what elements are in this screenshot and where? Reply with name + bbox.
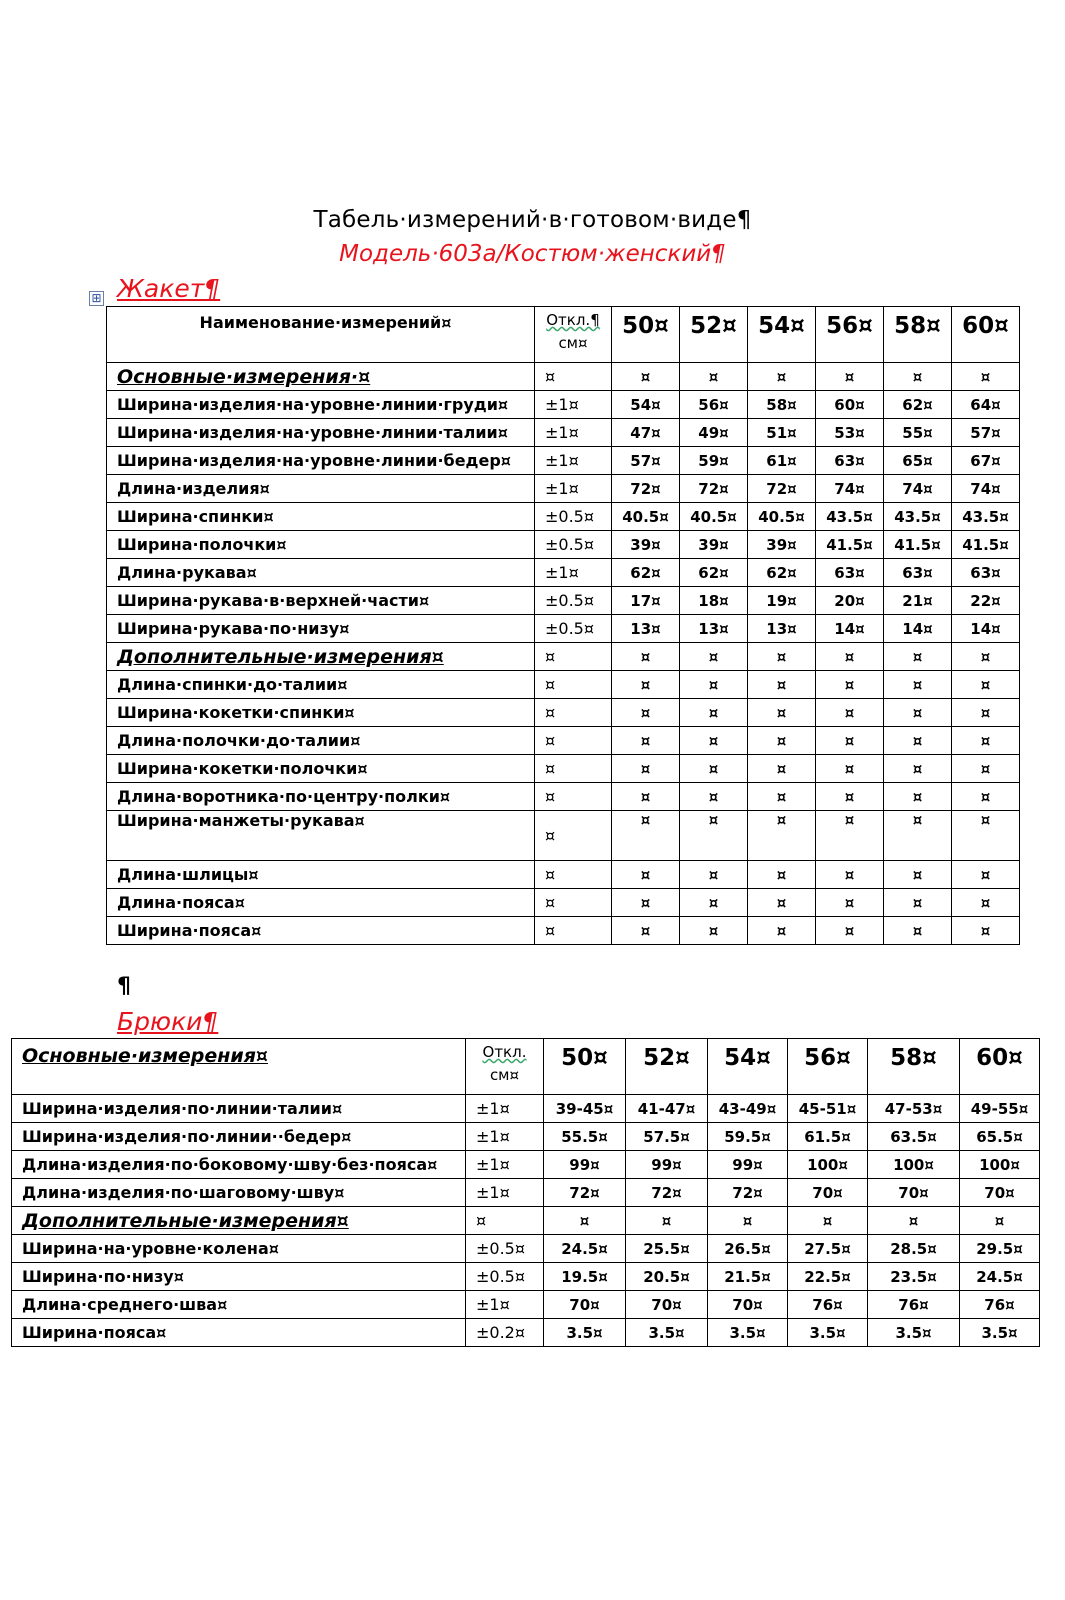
size-value: 76¤: [960, 1291, 1040, 1319]
size-value: ¤: [748, 671, 816, 699]
size-value: ¤: [680, 861, 748, 889]
size-value: 18¤: [680, 587, 748, 615]
size-value: ¤: [748, 811, 816, 861]
size-value: ¤: [952, 671, 1020, 699]
measurement-name: Ширина·рукава·по·низу¤: [107, 615, 535, 643]
size-value: ¤: [680, 727, 748, 755]
size-value: 13¤: [748, 615, 816, 643]
tolerance-value: ¤: [535, 755, 612, 783]
column-header-size: 60¤: [960, 1039, 1040, 1095]
measurement-name: Дополнительные·измерения¤: [107, 643, 535, 671]
tolerance-value: ±0.5¤: [466, 1263, 544, 1291]
size-value: ¤: [952, 727, 1020, 755]
size-value: 24.5¤: [544, 1235, 626, 1263]
size-value: ¤: [626, 1207, 708, 1235]
column-header-tolerance: [535, 307, 612, 363]
size-value: 49¤: [680, 419, 748, 447]
size-value: 53¤: [816, 419, 884, 447]
size-value: 70¤: [708, 1291, 788, 1319]
size-value: ¤: [952, 783, 1020, 811]
paragraph-mark: ¶: [117, 974, 131, 999]
column-header-size: 52¤: [680, 307, 748, 363]
column-header-size: 50¤: [612, 307, 680, 363]
size-value: 41.5¤: [884, 531, 952, 559]
table-row: [107, 671, 1020, 699]
size-value: ¤: [680, 363, 748, 391]
tolerance-value: ±1¤: [535, 391, 612, 419]
table-move-handle-icon[interactable]: ⊞: [89, 291, 104, 306]
tolerance-value: ±1¤: [535, 419, 612, 447]
size-value: 47-53¤: [868, 1095, 960, 1123]
size-value: 62¤: [680, 559, 748, 587]
size-value: 24.5¤: [960, 1263, 1040, 1291]
size-value: 14¤: [884, 615, 952, 643]
tolerance-value: ±0.2¤: [466, 1319, 544, 1347]
table-header-row: [107, 307, 1020, 363]
size-value: 41-47¤: [626, 1095, 708, 1123]
size-value: ¤: [816, 783, 884, 811]
size-value: ¤: [884, 699, 952, 727]
size-value: ¤: [816, 861, 884, 889]
size-value: 63¤: [816, 447, 884, 475]
size-value: 62¤: [612, 559, 680, 587]
size-value: 70¤: [960, 1179, 1040, 1207]
size-value: ¤: [748, 699, 816, 727]
size-value: 76¤: [788, 1291, 868, 1319]
size-value: 40.5¤: [680, 503, 748, 531]
column-header-name: Основные·измерения¤: [12, 1039, 466, 1095]
table-row: [12, 1151, 1040, 1179]
tolerance-value: ¤: [466, 1207, 544, 1235]
size-value: 72¤: [748, 475, 816, 503]
tolerance-value: ¤: [535, 861, 612, 889]
tolerance-value: ¤: [535, 811, 612, 861]
size-value: 27.5¤: [788, 1235, 868, 1263]
size-value: 19.5¤: [544, 1263, 626, 1291]
size-value: ¤: [612, 811, 680, 861]
table-row: [107, 727, 1020, 755]
size-value: 72¤: [612, 475, 680, 503]
size-value: 43.5¤: [884, 503, 952, 531]
size-value: ¤: [884, 861, 952, 889]
measurement-name: Длина·пояса¤: [107, 889, 535, 917]
size-value: 21.5¤: [708, 1263, 788, 1291]
size-value: 63¤: [952, 559, 1020, 587]
size-value: 67¤: [952, 447, 1020, 475]
table-row: [12, 1319, 1040, 1347]
table-row: [107, 811, 1020, 861]
size-value: 28.5¤: [868, 1235, 960, 1263]
size-value: 72¤: [680, 475, 748, 503]
tolerance-value: ¤: [535, 671, 612, 699]
size-value: 3.5¤: [708, 1319, 788, 1347]
tolerance-value: ±1¤: [466, 1123, 544, 1151]
size-value: 25.5¤: [626, 1235, 708, 1263]
size-value: 43-49¤: [708, 1095, 788, 1123]
size-value: 61.5¤: [788, 1123, 868, 1151]
size-value: ¤: [748, 727, 816, 755]
size-value: ¤: [680, 671, 748, 699]
size-value: 41.5¤: [952, 531, 1020, 559]
size-value: 3.5¤: [626, 1319, 708, 1347]
table-row: [107, 419, 1020, 447]
size-value: 57¤: [612, 447, 680, 475]
size-value: 45-51¤: [788, 1095, 868, 1123]
size-value: ¤: [868, 1207, 960, 1235]
tolerance-value: ¤: [535, 699, 612, 727]
size-value: ¤: [816, 699, 884, 727]
tolerance-value: ±1¤: [535, 475, 612, 503]
tolerance-value: ±1¤: [535, 559, 612, 587]
measurement-name: Ширина·спинки¤: [107, 503, 535, 531]
size-value: 72¤: [708, 1179, 788, 1207]
measurement-name: Длина·рукава¤: [107, 559, 535, 587]
size-value: ¤: [884, 671, 952, 699]
table-header-row: [12, 1039, 1040, 1095]
size-value: 56¤: [680, 391, 748, 419]
size-value: ¤: [748, 917, 816, 945]
size-value: 3.5¤: [960, 1319, 1040, 1347]
size-value: ¤: [544, 1207, 626, 1235]
measurement-name: Ширина·кокетки·полочки¤: [107, 755, 535, 783]
trousers-measurements-table: [11, 1038, 1040, 1347]
size-value: ¤: [748, 861, 816, 889]
size-value: ¤: [952, 699, 1020, 727]
tolerance-value: ±0.5¤: [535, 503, 612, 531]
size-value: 100¤: [788, 1151, 868, 1179]
size-value: 20.5¤: [626, 1263, 708, 1291]
size-value: ¤: [960, 1207, 1040, 1235]
tolerance-value: ±0.5¤: [535, 615, 612, 643]
size-value: ¤: [748, 363, 816, 391]
size-value: ¤: [884, 643, 952, 671]
size-value: 76¤: [868, 1291, 960, 1319]
size-value: ¤: [680, 917, 748, 945]
size-value: ¤: [788, 1207, 868, 1235]
size-value: 55.5¤: [544, 1123, 626, 1151]
column-header-size: 58¤: [884, 307, 952, 363]
size-value: 19¤: [748, 587, 816, 615]
table-row: [12, 1235, 1040, 1263]
size-value: ¤: [816, 889, 884, 917]
size-value: ¤: [680, 889, 748, 917]
size-value: ¤: [612, 727, 680, 755]
table-row: [12, 1123, 1040, 1151]
table-row: [12, 1263, 1040, 1291]
table-row: [107, 889, 1020, 917]
tolerance-value: ¤: [535, 363, 612, 391]
size-value: 40.5¤: [748, 503, 816, 531]
size-value: 47¤: [612, 419, 680, 447]
size-value: 59.5¤: [708, 1123, 788, 1151]
size-value: 72¤: [544, 1179, 626, 1207]
tolerance-value: ±1¤: [535, 447, 612, 475]
size-value: 22.5¤: [788, 1263, 868, 1291]
size-value: ¤: [816, 811, 884, 861]
size-value: ¤: [816, 671, 884, 699]
measurement-name: Длина·воротника·по·центру·полки¤: [107, 783, 535, 811]
table-row: [107, 755, 1020, 783]
measurement-name: Длина·среднего·шва¤: [12, 1291, 466, 1319]
size-value: 13¤: [680, 615, 748, 643]
size-value: 23.5¤: [868, 1263, 960, 1291]
size-value: 61¤: [748, 447, 816, 475]
measurement-name: Длина·изделия¤: [107, 475, 535, 503]
size-value: 41.5¤: [816, 531, 884, 559]
column-header-size: 52¤: [626, 1039, 708, 1095]
section-trousers-heading: Брюки¶: [117, 1007, 219, 1036]
measurement-name: Ширина·изделия·на·уровне·линии·груди¤: [107, 391, 535, 419]
size-value: 63¤: [816, 559, 884, 587]
size-value: ¤: [884, 727, 952, 755]
size-value: 3.5¤: [788, 1319, 868, 1347]
measurement-name: Ширина·манжеты·рукава¤: [107, 811, 535, 861]
table-row: [107, 861, 1020, 889]
size-value: ¤: [952, 643, 1020, 671]
tolerance-value: ¤: [535, 727, 612, 755]
size-value: 14¤: [816, 615, 884, 643]
column-header-tolerance: [466, 1039, 544, 1095]
column-header-size: 54¤: [748, 307, 816, 363]
measurement-name: Длина·изделия·по·шаговому·шву¤: [12, 1179, 466, 1207]
tolerance-value: ¤: [535, 643, 612, 671]
table-row: [107, 475, 1020, 503]
size-value: 22¤: [952, 587, 1020, 615]
unit-label: см¤: [489, 1065, 520, 1084]
size-value: 74¤: [884, 475, 952, 503]
size-value: 3.5¤: [868, 1319, 960, 1347]
size-value: ¤: [612, 783, 680, 811]
measurement-name: Ширина·изделия·по·линии·талии¤: [12, 1095, 466, 1123]
document-title: Табель·измерений·в·готовом·виде¶: [313, 207, 752, 233]
measurement-name: Длина·изделия·по·боковому·шву·без·пояса¤: [12, 1151, 466, 1179]
measurement-name: Длина·спинки·до·талии¤: [107, 671, 535, 699]
tolerance-value: ±0.5¤: [535, 531, 612, 559]
group-heading-row: [107, 363, 1020, 391]
table-row: [107, 503, 1020, 531]
column-header-size: 54¤: [708, 1039, 788, 1095]
table-row: [107, 447, 1020, 475]
size-value: ¤: [612, 917, 680, 945]
size-value: ¤: [612, 889, 680, 917]
tolerance-value: ±1¤: [466, 1095, 544, 1123]
size-value: 99¤: [708, 1151, 788, 1179]
size-value: 59¤: [680, 447, 748, 475]
size-value: ¤: [952, 755, 1020, 783]
size-value: ¤: [884, 917, 952, 945]
size-value: ¤: [680, 699, 748, 727]
size-value: ¤: [680, 811, 748, 861]
size-value: 43.5¤: [952, 503, 1020, 531]
size-value: ¤: [884, 755, 952, 783]
section-jacket-heading: Жакет¶: [117, 274, 221, 303]
size-value: 63¤: [884, 559, 952, 587]
size-value: 65.5¤: [960, 1123, 1040, 1151]
unit-label: см¤: [558, 333, 588, 352]
measurement-name: Основные·измерения·¤: [107, 363, 535, 391]
tolerance-value: ¤: [535, 889, 612, 917]
size-value: 51¤: [748, 419, 816, 447]
size-value: ¤: [952, 811, 1020, 861]
measurement-name: Ширина·пояса¤: [107, 917, 535, 945]
size-value: 57.5¤: [626, 1123, 708, 1151]
table-row: [12, 1095, 1040, 1123]
table-row: [107, 615, 1020, 643]
tolerance-label: Откл.¶: [546, 311, 600, 329]
size-value: ¤: [816, 363, 884, 391]
measurement-name: Длина·полочки·до·талии¤: [107, 727, 535, 755]
size-value: 74¤: [816, 475, 884, 503]
size-value: ¤: [748, 783, 816, 811]
size-value: 49-55¤: [960, 1095, 1040, 1123]
size-value: ¤: [612, 363, 680, 391]
size-value: ¤: [680, 643, 748, 671]
size-value: 70¤: [544, 1291, 626, 1319]
group-heading-row: [12, 1207, 1040, 1235]
table-row: [107, 559, 1020, 587]
size-value: ¤: [612, 861, 680, 889]
size-value: 64¤: [952, 391, 1020, 419]
size-value: ¤: [748, 643, 816, 671]
size-value: ¤: [680, 755, 748, 783]
column-header-size: 50¤: [544, 1039, 626, 1095]
measurement-name: Ширина·на·уровне·колена¤: [12, 1235, 466, 1263]
tolerance-label: Откл.: [482, 1043, 527, 1061]
size-value: 13¤: [612, 615, 680, 643]
tolerance-value: ¤: [535, 783, 612, 811]
size-value: 70¤: [788, 1179, 868, 1207]
size-value: 55¤: [884, 419, 952, 447]
column-header-size: 60¤: [952, 307, 1020, 363]
jacket-measurements-table: [106, 306, 1020, 945]
tolerance-value: ±1¤: [466, 1151, 544, 1179]
size-value: ¤: [816, 643, 884, 671]
size-value: ¤: [612, 643, 680, 671]
size-value: 62¤: [884, 391, 952, 419]
column-header-size: 56¤: [816, 307, 884, 363]
size-value: ¤: [612, 699, 680, 727]
table-row: [107, 391, 1020, 419]
tolerance-value: ±0.5¤: [535, 587, 612, 615]
size-value: 58¤: [748, 391, 816, 419]
column-header-size: 58¤: [868, 1039, 960, 1095]
size-value: 54¤: [612, 391, 680, 419]
size-value: ¤: [952, 917, 1020, 945]
size-value: 72¤: [626, 1179, 708, 1207]
size-value: 40.5¤: [612, 503, 680, 531]
measurement-name: Ширина·полочки¤: [107, 531, 535, 559]
size-value: ¤: [816, 727, 884, 755]
size-value: 74¤: [952, 475, 1020, 503]
column-header-size: 56¤: [788, 1039, 868, 1095]
measurement-name: Ширина·кокетки·спинки¤: [107, 699, 535, 727]
size-value: 65¤: [884, 447, 952, 475]
tolerance-value: ¤: [535, 917, 612, 945]
measurement-name: Ширина·изделия·на·уровне·линии·бедер¤: [107, 447, 535, 475]
table-row: [107, 531, 1020, 559]
size-value: 63.5¤: [868, 1123, 960, 1151]
size-value: 70¤: [868, 1179, 960, 1207]
measurement-name: Ширина·рукава·в·верхней·части¤: [107, 587, 535, 615]
size-value: 39¤: [612, 531, 680, 559]
size-value: 29.5¤: [960, 1235, 1040, 1263]
size-value: 57¤: [952, 419, 1020, 447]
size-value: ¤: [680, 783, 748, 811]
size-value: ¤: [884, 889, 952, 917]
size-value: ¤: [884, 363, 952, 391]
model-subtitle: Модель·603а/Костюм·женский¶: [339, 241, 726, 267]
size-value: 70¤: [626, 1291, 708, 1319]
measurement-name: Дополнительные·измерения¤: [12, 1207, 466, 1235]
size-value: 17¤: [612, 587, 680, 615]
size-value: ¤: [816, 755, 884, 783]
column-header-name: Наименование·измерений¤: [107, 307, 535, 363]
size-value: ¤: [612, 755, 680, 783]
size-value: 100¤: [960, 1151, 1040, 1179]
size-value: 20¤: [816, 587, 884, 615]
size-value: ¤: [884, 783, 952, 811]
size-value: ¤: [748, 889, 816, 917]
size-value: ¤: [952, 861, 1020, 889]
size-value: 14¤: [952, 615, 1020, 643]
size-value: 39-45¤: [544, 1095, 626, 1123]
size-value: ¤: [748, 755, 816, 783]
measurement-name: Ширина·изделия·по·линии··бедер¤: [12, 1123, 466, 1151]
size-value: 39¤: [680, 531, 748, 559]
size-value: ¤: [708, 1207, 788, 1235]
size-value: 21¤: [884, 587, 952, 615]
size-value: 43.5¤: [816, 503, 884, 531]
tolerance-value: ±1¤: [466, 1179, 544, 1207]
table-row: [107, 783, 1020, 811]
size-value: 99¤: [544, 1151, 626, 1179]
measurement-name: Ширина·по·низу¤: [12, 1263, 466, 1291]
size-value: 62¤: [748, 559, 816, 587]
size-value: 60¤: [816, 391, 884, 419]
table-row: [107, 699, 1020, 727]
measurement-name: Ширина·изделия·на·уровне·линии·талии¤: [107, 419, 535, 447]
table-row: [107, 587, 1020, 615]
size-value: 100¤: [868, 1151, 960, 1179]
size-value: ¤: [816, 917, 884, 945]
size-value: 99¤: [626, 1151, 708, 1179]
table-row: [12, 1291, 1040, 1319]
tolerance-value: ±0.5¤: [466, 1235, 544, 1263]
size-value: ¤: [952, 889, 1020, 917]
size-value: ¤: [884, 811, 952, 861]
table-row: [107, 917, 1020, 945]
size-value: 26.5¤: [708, 1235, 788, 1263]
size-value: 3.5¤: [544, 1319, 626, 1347]
tolerance-value: ±1¤: [466, 1291, 544, 1319]
size-value: ¤: [612, 671, 680, 699]
size-value: ¤: [952, 363, 1020, 391]
measurement-name: Ширина·пояса¤: [12, 1319, 466, 1347]
measurement-name: Длина·шлицы¤: [107, 861, 535, 889]
size-value: 39¤: [748, 531, 816, 559]
group-heading-row: [107, 643, 1020, 671]
table-row: [12, 1179, 1040, 1207]
